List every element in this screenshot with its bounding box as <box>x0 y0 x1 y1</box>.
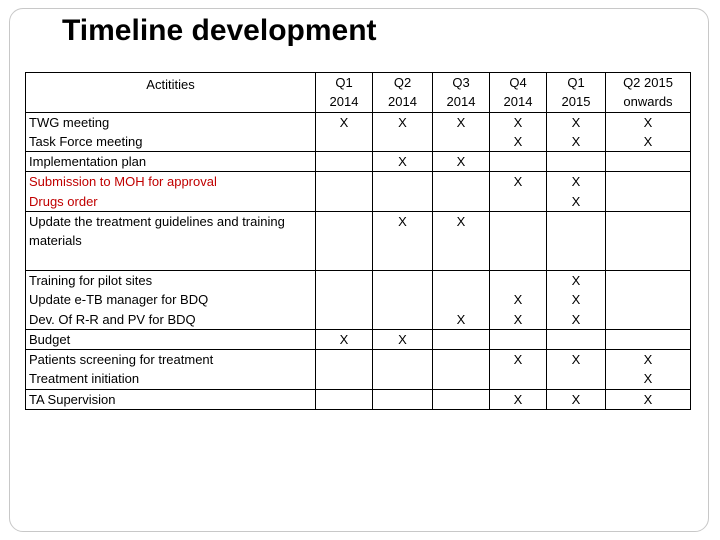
period-cell <box>606 152 691 172</box>
period-cell <box>547 389 606 409</box>
table-row-group <box>26 152 691 172</box>
period-header-text: Q1 <box>567 75 585 90</box>
timeline-mark: X <box>513 174 523 190</box>
period-cell <box>433 350 490 390</box>
timeline-mark <box>490 330 546 349</box>
timeline-mark <box>373 172 432 191</box>
period-header-text: Q1 <box>335 75 353 90</box>
period-cell <box>490 212 547 271</box>
table-row-group <box>26 112 691 152</box>
period-cell <box>490 152 547 172</box>
timeline-mark <box>373 271 432 290</box>
period-cell <box>373 329 433 349</box>
period-header-text: Q2 2015 <box>623 75 673 90</box>
timeline-mark <box>373 369 432 388</box>
activity-name: Training for pilot sites <box>29 272 153 288</box>
timeline-mark: X <box>571 174 581 190</box>
timeline-mark <box>606 192 690 211</box>
timeline-mark <box>490 192 546 211</box>
timeline-mark <box>316 212 372 251</box>
timeline-mark: X <box>571 193 581 209</box>
timeline-mark <box>373 350 432 369</box>
timeline-mark <box>606 212 690 251</box>
timeline-mark: X <box>571 114 581 130</box>
activity-name: TA Supervision <box>29 391 116 407</box>
timeline-mark <box>606 290 690 309</box>
activity-cell <box>26 172 316 212</box>
period-cell <box>373 172 433 212</box>
timeline-mark: X <box>513 391 523 407</box>
timeline-mark <box>433 290 489 309</box>
timeline-mark <box>547 152 605 171</box>
timeline-mark: X <box>571 352 581 368</box>
period-cell <box>547 329 606 349</box>
period-cell <box>433 152 490 172</box>
timeline-mark <box>606 172 690 191</box>
activity-name: Task Force meeting <box>29 133 143 149</box>
period-cell <box>547 112 606 152</box>
timeline-mark <box>373 132 432 151</box>
table-row-group <box>26 350 691 390</box>
timeline-mark <box>606 330 690 349</box>
timeline-mark: X <box>513 133 523 149</box>
table-row-group <box>26 270 691 329</box>
activity-cell <box>26 329 316 349</box>
timeline-mark <box>316 369 372 388</box>
timeline-mark: X <box>571 292 581 308</box>
timeline-mark: X <box>571 311 581 327</box>
timeline-mark <box>316 310 372 329</box>
activity-cell <box>26 389 316 409</box>
period-header <box>373 73 433 113</box>
timeline-mark <box>316 172 372 191</box>
slide-title: Timeline development <box>62 14 377 47</box>
timeline-mark: X <box>339 331 349 347</box>
period-header <box>547 73 606 113</box>
activity-name: Update e-TB manager for BDQ <box>29 292 209 308</box>
period-cell <box>490 350 547 390</box>
timeline-mark <box>316 132 372 151</box>
activity-cell <box>26 270 316 329</box>
period-cell <box>433 172 490 212</box>
activity-name: Drugs order <box>29 193 98 209</box>
timeline-mark: X <box>398 331 407 347</box>
timeline-mark <box>316 271 372 290</box>
period-header-text: 2015 <box>561 94 591 110</box>
table-row-group <box>26 329 691 349</box>
timeline-mark <box>490 152 546 171</box>
activity-cell <box>26 212 316 271</box>
timeline-mark <box>433 132 489 151</box>
table-row-group <box>26 389 691 409</box>
period-cell <box>490 112 547 152</box>
timeline-mark <box>433 172 489 191</box>
timeline-table <box>25 72 691 410</box>
timeline-mark <box>606 152 690 171</box>
table-row-group <box>26 172 691 212</box>
timeline-mark <box>373 251 432 270</box>
period-header-text: Q4 <box>509 75 527 90</box>
header-row <box>26 73 691 113</box>
timeline-mark: X <box>643 391 653 407</box>
timeline-mark <box>373 390 432 409</box>
timeline-mark: X <box>456 114 466 130</box>
timeline-mark <box>433 350 489 369</box>
period-cell <box>547 350 606 390</box>
timeline-mark <box>606 310 690 329</box>
timeline-mark <box>316 152 372 171</box>
period-cell <box>606 389 691 409</box>
timeline-mark: X <box>398 154 407 170</box>
timeline-mark <box>547 212 605 251</box>
period-header-text: onwards <box>623 94 673 110</box>
period-cell <box>316 152 373 172</box>
period-cell <box>373 212 433 271</box>
period-header <box>606 73 691 113</box>
period-header-text: 2014 <box>329 94 359 110</box>
activity-name: TWG meeting <box>29 114 110 130</box>
period-cell <box>606 350 691 390</box>
timeline-mark: X <box>456 311 466 327</box>
timeline-mark: X <box>398 114 407 130</box>
period-cell <box>316 350 373 390</box>
timeline-mark <box>606 271 690 290</box>
activity-name: Update the treatment guidelines and training materials <box>29 214 285 249</box>
period-header-text: 2014 <box>446 94 476 110</box>
period-header-text: Q2 <box>393 75 412 90</box>
timeline-mark: X <box>643 114 653 130</box>
period-cell <box>373 389 433 409</box>
activity-cell <box>26 350 316 390</box>
period-header-text: 2014 <box>503 94 533 110</box>
timeline-mark <box>490 369 546 388</box>
period-cell <box>433 112 490 152</box>
timeline-mark: X <box>643 371 653 387</box>
timeline-mark: X <box>571 391 581 407</box>
timeline-mark <box>547 251 605 270</box>
timeline-mark: X <box>456 214 466 230</box>
activity-name: Treatment initiation <box>29 371 140 387</box>
timeline-mark <box>606 251 690 270</box>
period-header <box>316 73 373 113</box>
timeline-mark <box>490 271 546 290</box>
timeline-mark: X <box>643 352 653 368</box>
timeline-mark <box>433 271 489 290</box>
timeline-mark <box>433 251 489 270</box>
period-cell <box>547 152 606 172</box>
timeline-mark: X <box>643 133 653 149</box>
period-header <box>490 73 547 113</box>
timeline-mark <box>490 251 546 270</box>
period-cell <box>373 152 433 172</box>
period-cell <box>316 112 373 152</box>
period-cell <box>490 270 547 329</box>
period-cell <box>433 212 490 271</box>
timeline-mark <box>433 369 489 388</box>
period-cell <box>316 329 373 349</box>
period-cell <box>490 389 547 409</box>
timeline-mark <box>316 390 372 409</box>
period-cell <box>606 212 691 271</box>
timeline-mark: X <box>339 114 349 130</box>
period-cell <box>433 389 490 409</box>
activity-name: Dev. Of R-R and PV for BDQ <box>29 311 196 327</box>
period-cell <box>373 270 433 329</box>
timeline-mark <box>316 251 372 270</box>
activity-name: Submission to MOH for approval <box>29 174 217 190</box>
period-cell <box>606 329 691 349</box>
period-header <box>433 73 490 113</box>
period-cell <box>490 329 547 349</box>
period-cell <box>316 212 373 271</box>
period-cell <box>606 172 691 212</box>
activity-cell <box>26 152 316 172</box>
timeline-mark <box>373 290 432 309</box>
period-cell <box>547 212 606 271</box>
period-cell <box>316 389 373 409</box>
timeline-mark: X <box>513 292 523 308</box>
period-header-text: 2014 <box>388 94 417 110</box>
activity-name: Patients screening for treatment <box>29 352 214 368</box>
period-cell <box>373 350 433 390</box>
activity-cell <box>26 112 316 152</box>
timeline-mark <box>373 192 432 211</box>
activity-name: Implementation plan <box>29 154 147 170</box>
timeline-mark <box>316 192 372 211</box>
timeline-mark: X <box>513 311 523 327</box>
table-row-group <box>26 212 691 271</box>
period-cell <box>373 112 433 152</box>
timeline-mark <box>433 192 489 211</box>
period-cell <box>490 172 547 212</box>
timeline-mark <box>433 330 489 349</box>
timeline-mark <box>547 369 605 388</box>
timeline-mark: X <box>513 352 523 368</box>
period-cell <box>316 270 373 329</box>
period-cell <box>316 172 373 212</box>
activity-name: Budget <box>29 331 71 347</box>
timeline-mark <box>547 330 605 349</box>
timeline-mark <box>373 310 432 329</box>
period-header-text: Q3 <box>452 75 470 90</box>
period-cell <box>433 329 490 349</box>
timeline-mark <box>316 350 372 369</box>
activities-header: Actitities <box>26 73 316 113</box>
timeline-mark: X <box>571 133 581 149</box>
timeline-mark <box>316 290 372 309</box>
timeline-mark <box>433 390 489 409</box>
timeline-mark: X <box>398 214 407 230</box>
period-cell <box>606 270 691 329</box>
timeline-mark: X <box>513 114 523 130</box>
timeline-mark <box>490 212 546 251</box>
timeline-mark: X <box>571 272 581 288</box>
period-cell <box>547 172 606 212</box>
period-cell <box>606 112 691 152</box>
period-cell <box>433 270 490 329</box>
period-cell <box>547 270 606 329</box>
timeline-mark: X <box>456 154 466 170</box>
